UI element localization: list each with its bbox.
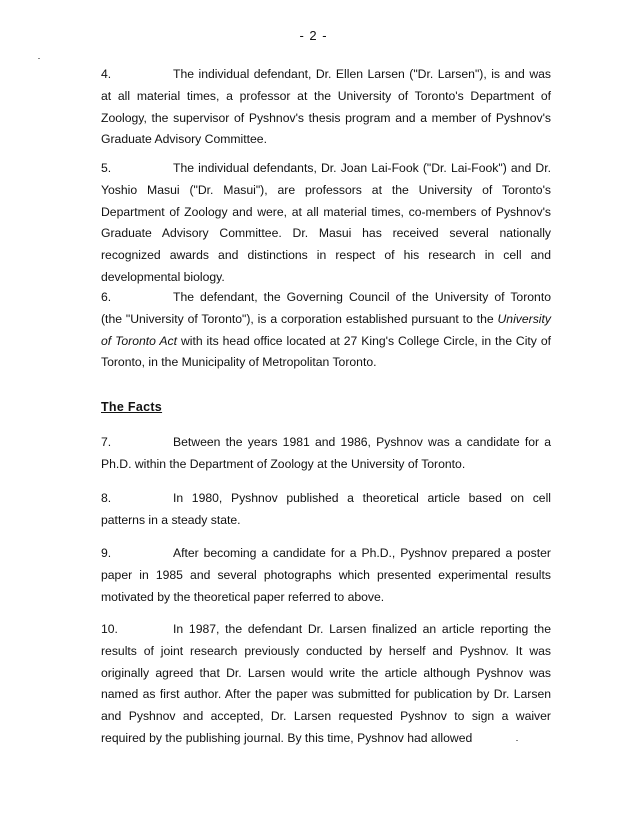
page-number: - 2 - <box>299 28 328 43</box>
paragraph-number: 7. <box>101 435 112 449</box>
act-name-italic: University of Toronto Act <box>101 311 551 348</box>
section-heading: The Facts <box>101 400 163 414</box>
paragraph-7 <box>101 432 551 476</box>
paragraph-text: The individual defendants, Dr. Joan Lai-Fook ("Dr. Lai-Fook") and Dr. Yoshio Masui ("Dr. Masui"), are professors at the University of Toronto's Department of Zoology and were, at all material times, co-members of Pyshnov's Graduate Advisory Committee. Dr. Masui has received several nationally recognized awards and distinctions in respect of his research in cell and developmental biology. <box>101 161 551 284</box>
paragraph-4 <box>101 64 551 151</box>
paragraph-number: 9. <box>101 546 112 560</box>
paragraph-number: 5. <box>101 161 112 175</box>
paragraph-8 <box>101 488 551 532</box>
paragraph-text: Between the years 1981 and 1986, Pyshnov was a candidate for a Ph.D. within the Department of Zoology at the University of Toronto. <box>101 435 551 471</box>
paragraph-10 <box>101 619 551 750</box>
paragraph-number: 10. <box>101 622 118 636</box>
paragraph-6 <box>101 287 551 374</box>
paragraph-text: After becoming a candidate for a Ph.D., Pyshnov prepared a poster paper in 1985 and several photographs which presented experimental results motivated by the theoretical paper referred to above. <box>101 546 551 604</box>
paragraph-text: In 1980, Pyshnov published a theoretical article based on cell patterns in a steady state. <box>101 491 551 527</box>
paragraph-text-part: with its head office located at 27 King's College Circle, in the City of Toronto, in the Municipality of Metropolitan Toronto. <box>101 333 551 370</box>
paragraph-text: In 1987, the defendant Dr. Larsen finalized an article reporting the results of joint research previously conducted by herself and Pyshnov. It was originally agreed that Dr. Larsen would write the article although Pyshnov was named as first author. After the paper was submitted for publication by Dr. Larsen and Pyshnov and accepted, Dr. Larsen requested Pyshnov to sign a waiver required by the publishing journal. By this time, Pyshnov had allowed <box>101 622 551 745</box>
paragraph-number: 6. <box>101 290 112 304</box>
paragraph-number: 8. <box>101 491 112 505</box>
paragraph-text: The individual defendant, Dr. Ellen Larsen ("Dr. Larsen"), is and was at all material times, a professor at the University of Toronto's Department of Zoology, the supervisor of Pyshnov's thesis program and a member of Pyshnov's Graduate Advisory Committee. <box>101 67 551 147</box>
paragraph-number: 4. <box>101 67 112 81</box>
paragraph-5 <box>101 158 551 289</box>
paragraph-text-part: The defendant, the Governing Council of the University of Toronto (the "University of Toronto"), is a corporation established pursuant to the <box>101 290 551 326</box>
paragraph-9 <box>101 543 551 608</box>
scan-speck <box>516 740 518 741</box>
scan-speck <box>38 58 40 59</box>
